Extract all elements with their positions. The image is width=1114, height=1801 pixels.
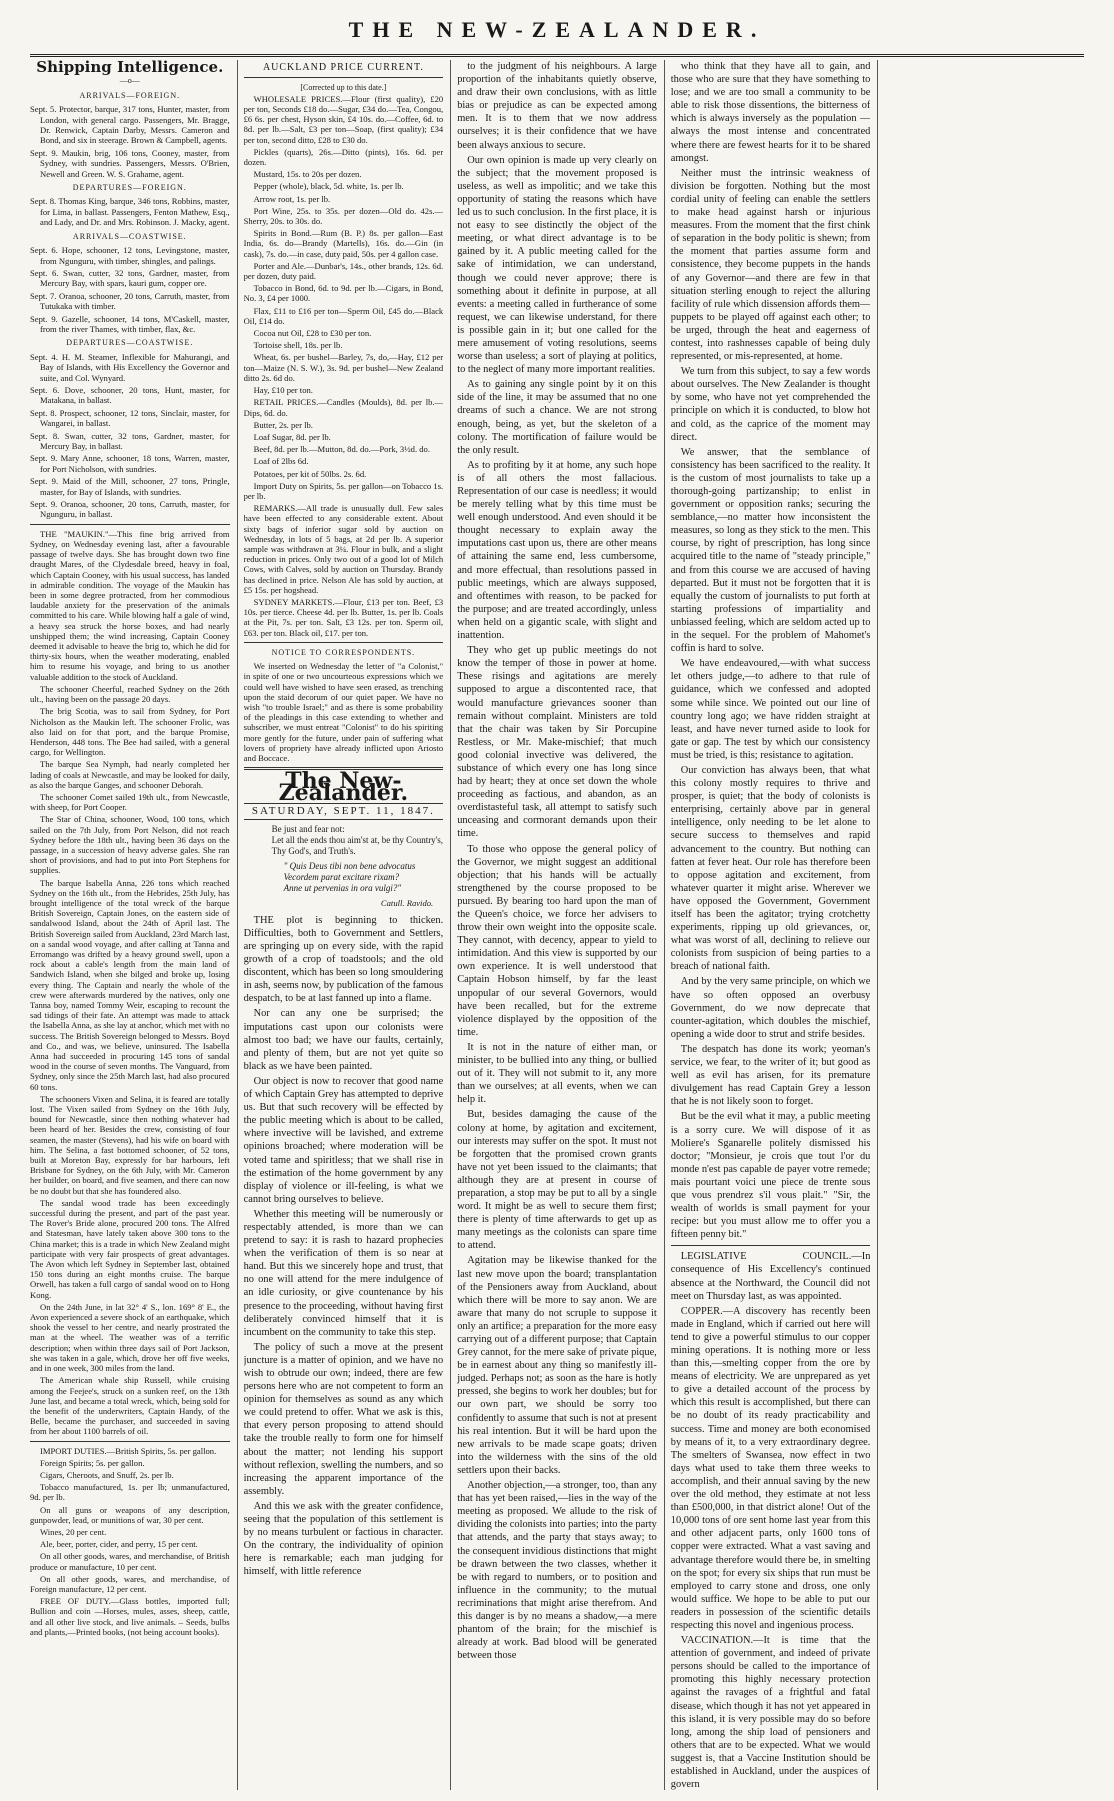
masthead <box>30 10 1084 57</box>
shipping-news-paragraph: The schooners Vixen and Selina, it is feared are totally lost. The Vixen sailed from Sydney on the 16th July, bound for Newcastle, since then nothing whatever had been heard of her. Besides the crew, consisting of four seamen, the master (Stevens), had his wife on board with him. The Selina, a fast bottomed schooner, of 52 tons, built at Moreton Bay, expressly for bar harbours, left Brisbane for Sydney, on the 6th July, with Mr. Cameron her builder, on board, and five seamen, and there can now be no doubt but that she has foundered also. <box>30 1093 230 1196</box>
latin-line: Vecordem parat excitare rixam? <box>283 872 400 883</box>
shipping-entry-list <box>30 104 230 179</box>
shipping-news-paragraph: THE "MAUKIN."—This fine brig arrived from Sydney, on Wednesday evening last, after a favourable passage of twelve days. She has brought down two fine draught Mares, of the Clydesdale breed, heavy in foal, which Captain Cooney, with his usual success, has landed in admirable condition. The voyage of the Maukin has been in some degree protracted, from her commodious laudable anxiety for the preservation of the animals committed to his care. While blowing half a gale of wind, a heavy sea struck the horse boxes, and had nearly unshipped them; the wind increasing, Captain Cooney deemed it advisable to heave the brig to, which he did for thirty-six hours, when the weather moderating, enabled him to resume his voyage, and bring to us another valuable addition to the stock of Auckland. <box>30 528 230 682</box>
corrected-note: [Corrected up to this date.] <box>300 83 387 93</box>
shipping-news-paragraph: The schooner Comet sailed 19th ult., from Newcastle, with sheep, for Port Cooper. <box>30 791 230 813</box>
latin-line: Anne ut pervenias in ora vulgi?" <box>283 883 402 894</box>
motto-line: Let all the ends thou aim'st at, be thy Country's, <box>271 835 444 846</box>
editorial-paragraph: to the judgment of his neighbours. A large proportion of the inhabitants quietly observe, and draw their own conclusions, with as little bias or prejudice as can be expected among men. It is to them that we now address ourselves; it is their confidence that we have been always anxious to secure. <box>457 61 657 151</box>
editorial-paragraph: We turn from this subject, to say a few words about ourselves. The New Zealander is thought by some, who have not yet comprehended the principle on which it is conducted, to blow hot and cold, as the caprice of the moment may direct. <box>670 366 871 443</box>
shipping-entry: Sept. 9. Mary Anne, schooner, 18 tons, Warren, master, for Port Nicholson, with sundries. <box>30 453 230 474</box>
shipping-entry: Sept. 8. Thomas King, barque, 346 tons, Robbins, master, for Lima, in ballast. Passengers, Fenton Mathew, Esq., and Lady, and Dr. and Mrs. Robinson. J. Macky, agent. <box>30 196 230 228</box>
editorial-paragraph: We have endeavoured,—with what success let others judge,—to adhere to that rule of guidance, which we confessed and adopted some while since. We pointed out our line of country long ago; we have ridden straight at least, and have never turned aside to look for gate or gap. The test by which our consistency must be tried, is this; resistance to agitation. <box>670 658 871 761</box>
duty-line: Wines, 20 per cent. <box>40 1526 107 1537</box>
editorial-paragraph-list <box>244 914 444 1579</box>
notice-text: We inserted on Wednesday the letter of "a Colonist," in spite of one or two uncourteous expressions which we could well have wished to have seen erased, as trenching upon the staid decorum of our quiet paper. We have no wish "to trouble Israel;" and as there is some probability of the pleadings in this case extending to whether and subscriber, we must entreat "Colonist" to do his spiriting more gently for the future, under pain of suffering what lovers of propriety have already inflicted upon Ariosto and Boccace. <box>243 661 444 763</box>
shipping-entry-list <box>30 352 230 520</box>
shipping-entry: Sept. 4. H. M. Steamer, Inflexible for Mahurangi, and Bay of Islands, with His Excellency the Governor and suite, and Col. Wynyard. <box>30 351 230 383</box>
shipping-entry: Sept. 9. Maid of the Mill, schooner, 27 tons, Pringle, master, for Bay of Islands, with sundries. <box>30 476 230 497</box>
duty-line: Foreign Spirits; 5s. per gallon. <box>40 1457 145 1468</box>
column-rule <box>237 60 238 1790</box>
duty-line-list <box>30 1458 230 1637</box>
motto <box>244 824 444 857</box>
paper-title: The New-Zealander. <box>278 768 409 806</box>
divider <box>671 1245 871 1246</box>
arrivals-foreign-heading: ARRIVALS—FOREIGN. <box>79 90 181 100</box>
column-prices-editorial <box>244 60 444 1790</box>
shipping-entry-list <box>30 245 230 334</box>
editorial-paragraph: who think that they have all to gain, and those who are sure that they have something to lose; and we are too small a community to be able to risk those dissentions, the bitterness of which is always inversely as the population —always the most intense and concentrated where there are fewest hearts for it to be shared amongst. <box>670 61 871 164</box>
price-paragraph: Mustard, 15s. to 20s per dozen. <box>253 169 362 180</box>
news-paragraph: VACCINATION.—It is time that the attention of government, and indeed of private persons should be called to the importance of promoting this highly necessary protection against the ravages of a frightful and fatal disease, which though it has not yet appeared in this island, it is very possible may do so before long, among the ship load of pensioners and others that are to be expected. What we would suggest is, that a Vaccine Institution should be established in Auckland, under the auspices of govern <box>670 1635 871 1790</box>
shipping-news-paragraph: The American whale ship Russell, while cruising among the Feejee's, struck on a sunken reef, on the 13th June last, and became a total wreck, which, being sold for the benefit of the underwriters, Captain Handy, of the Belle, became the purchaser, and succeeded in saving from her about 1100 barrels of oil. <box>30 1375 230 1437</box>
editorial-paragraph: Our object is now to recover that good name of which Captain Grey has attempted to deprive us. But that such recovery will be effected by the public meeting which is about to be called, where invective will be lavished, and extreme opinions broached; where moderation will be voted tame and spiritless; that we shall rise in the estimation of the home government by any display of violence or ill-feeling, is what we cannot bring ourselves to believe. <box>243 1075 444 1205</box>
shipping-news-paragraph: The sandal wood trade has been exceedingly successful during the present, and part of the past year. The Rover's Bride alone, procured 200 tons. The Alfred and Statesman, have lately taken above 300 tons to the China market; this is a trade in which New Zealand might participate with very fair prospects of great advantages. The Avon which left Sydney in September last, obtained 150 tons during an eight months cruise. The barque Orwell, has taken a full cargo of sandal wood on to Hong Kong. <box>30 1197 230 1300</box>
latin-source: Catull. Ravido. <box>380 898 434 909</box>
editorial-paragraph: And by the very same principle, on which we have so often opposed an overbusy Government, do we now deprecate that counter-agitation, which doubles the mischief, opening a wide door to strut and strife besides. <box>670 976 871 1040</box>
shipping-news-paragraph: The Star of China, schooner, Wood, 100 tons, which sailed on the 7th July, from Port Nelson, did not reach Sydney before the 18th ult., having been 36 days on the passage, in a succession of heavy adverse gales. She ran short of provisions, and had to put into Port Stephens for supplies. <box>30 814 230 876</box>
columns <box>30 60 1084 1790</box>
price-paragraph: Porter and Ale.—Dunbar's, 14s., other brands, 12s. 6d. per dozen, duty paid. <box>243 260 444 282</box>
import-duties-heading: IMPORT DUTIES.—British Spirits, 5s. per gallon. <box>40 1445 217 1456</box>
masthead-title: THE NEW-ZEALANDER. <box>348 17 766 42</box>
news-paragraph: COPPER.—A discovery has recently been made in England, which if carried out here will tend to give a powerful stimulus to our copper mining operations. It is nothing more or less than this,—smelting copper from the ore by means of electricity. We are unprepared as yet to give a detailed account of the process by which this result is accomplished, but there can be no doubt of its ready practicability and success. Time and money are both economised by means of it, to a very extraordinary degree. The smelters of Swansea, now effect in two days what used to take them three weeks to accomplish, and their annual saving by the new over the old method, they estimate at not less than £500,000, in that district alone! Out of the 10,000 tons of ore sent home last year from this and other adjacent parts, only 1600 tons of copper were extracted. What a vast saving and advantage therefore would there be, in smelting on the spot; for every six ships that run must be employed to carry stone and dross, one only would suffice. We hope to be able to put our readers in possession of the scientific details respecting this novel and ingenious process. <box>670 1305 871 1631</box>
editorial-paragraph-list <box>671 60 871 1241</box>
price-paragraph: WHOLESALE PRICES.—Flour (first quality), £20 per ton, Seconds £18 do.—Sugar, £34 do.—Tea, Congou, £6 6s. per chest, Hyson skin, £4 10s. do.—Coffee, 6d. to 8d. per lb.—Salt, £3 per ton—Soap, (first quality); £34 per ton, second ditto, £28 to £30 do. <box>243 93 444 145</box>
price-paragraph: RETAIL PRICES.—Candles (Moulds), 8d. per lb.—Dips, 6d. do. <box>243 397 444 418</box>
dateline: SATURDAY, SEPT. 11, 1847. <box>244 803 444 820</box>
latin-quote <box>244 861 444 894</box>
news-paragraph: LEGISLATIVE COUNCIL.—In consequence of His Excellency's continued absence at the Northward, the Council did not meet on Thursday last, as was appointed. <box>670 1251 871 1302</box>
price-paragraph: Hay, £10 per ton. <box>253 385 313 396</box>
editorial-paragraph-list <box>457 60 657 1662</box>
divider <box>30 1441 230 1442</box>
motto-line: Be just and fear not: <box>271 824 345 835</box>
shipping-entry: Sept. 8. Prospect, schooner, 12 tons, Sinclair, master, for Wangarei, in ballast. <box>30 407 230 429</box>
price-paragraph: Port Wine, 25s. to 35s. per dozen—Old do. 42s.—Sherry, 20s. to 30s. do. <box>243 205 444 227</box>
price-paragraph: Tobacco in Bond, 6d. to 9d. per lb.—Cigars, in Bond, No. 3, £4 per 1000. <box>243 283 444 304</box>
editorial-paragraph: We answer, that the semblance of consistency has been sacrificed to the reality. It is the custom of most journalists to take up a thorough-going partizanship; to enlist in government or opposition ranks; securing the semblance,—no matter how inconsistent the measures, so long as they stick to the men. This course, by right of prescription, has long since acquired title to the name of "steady principle," and from this course we are accused of having departed. But it must not be forgotten that it is equally the custom of journalists to put forth at starting professions of impartiality and unbiassed feeling, which are seldom acted up to in the sequel. For the problem of Mahomet's coffin is hard to solve. <box>670 446 871 655</box>
editorial-paragraph: Another objection,—a stronger, too, than any that has yet been raised,—lies in the way of the meeting as proposed. We allude to the risk of dividing the colonists into parties; into the party that attends, and the party that stays away; to the consequent invidious distinctions that might be drawn between the two classes, whether it be with regard to numbers, or to position and influence in the community; to the mutual recriminations that might arise therefrom. And this danger is by no means a shadow,—a mere phantom of the brain; for the mischief is already at work. Bad blood will be generated between those <box>457 1480 657 1662</box>
shipping-news-paragraph: The barque Isabella Anna, 226 tons which reached Sydney on the 16th ult., from the Hebrides, 25th July, has brought intelligence of the total wreck of the barque British Sovereign, Captain Jones, on the eastern side of sandalwood Island, about the 24th of April last. The British Sovereign sailed from Auckland, 23rd March last, on a sandal wood voyage, and after calling at Tanna and Erromango was drifted by a heavy ground swell, upon a rock about a cable's length from the main land of Sandwich Island, when she bilged and broke up, losing every thing. The Captain and nearly the whole of the crew were afterwards murdered by the natives, only one Tanna boy, named Tommy Weir, escaping to recount the sad tidings of their fate. An attempt was made to attack the Isabella Anna, as she lay at anchor, which met with no success. The British Sovereign belonged to Messrs. Boyd and Co., and was, we believe, uninsured. The Isabella Anna had succeeded in procuring 145 tons of sandal wood in the course of seven months. The Vanguard, from Sydney, only since the 25th March last, had also procured 60 tons. <box>30 877 230 1092</box>
price-paragraph: Butter, 2s. per lb. <box>253 419 313 430</box>
editorial-paragraph: To those who oppose the general policy of the Governor, we might suggest an additional objection; that his hands will be actually strengthened by the course proposed to be pursued. By bearing too hard upon the man of the Queen's choice, we force her advisers to throw their own weight into the opposite scale. They cannot, with decency, appear to yield to intimidation. And this view is supported by our own experience. It is well understood that Captain Hobson himself, by far the least unpopular of our several Governors, would have been recalled, but for the extreme violence displayed by the opposition of the time. <box>457 843 657 1038</box>
price-paragraph: Pickles (quarts), 26s.—Ditto (pints), 16s. 6d. per dozen. <box>243 146 444 168</box>
latin-line: " Quis Deus tibi non bene advocatus <box>283 861 416 872</box>
editorial-paragraph: It is not in the nature of either man, or minister, to be bullied into any thing, or bullied out of it. They will not submit to it, any more than we ourselves; at all events, when we can help it. <box>457 1041 657 1106</box>
shipping-news-paragraph: On the 24th June, in lat 32° 4' S., lon. 169° 8' E., the Avon experienced a severe shock of an earthquake, which shook the vessel to her centre, and nearly prostrated the man at the wheel. The weather was of a terrific description; when within three days sail of Port Jackson, she was taken in a gale, which, drove her off five weeks, and in one week, 300 miles from the land. <box>30 1301 230 1374</box>
duty-line: Tobacco manufactured, 1s. per lb; unmanufactured, 9d. per lb. <box>30 1482 230 1503</box>
price-paragraph: Pepper (whole), black, 5d. white, 1s. per lb. <box>253 181 404 192</box>
shipping-entry: Sept. 8. Swan, cutter, 32 tons, Gardner, master, for Mercury Bay, in ballast. <box>30 430 230 451</box>
editorial-paragraph: And this we ask with the greater confidence, seeing that the population of this settlement is by no means turbulent or factious in character. On the contrary, the individuality of opinion here is remarkable; each man judging for himself, with little reference <box>243 1500 444 1578</box>
editorial-paragraph: Whether this meeting will be numerously or respectably attended, is more than we can pretend to say: it is rash to hazard prophecies when the verification of them is so near at hand. But this we sincerely hope and trust, that no one will attend for the mere indulgence of an idle curiosity, or give countenance by his presence to the proceeding, without having first deliberately convinced himself that it is incumbent on the community to take this step. <box>243 1208 444 1338</box>
shipping-heading: Shipping Intelligence. <box>36 60 224 76</box>
news-paragraph-list <box>671 1250 871 1790</box>
price-current-heading: AUCKLAND PRICE CURRENT. <box>262 62 424 73</box>
price-paragraph: Loaf Sugar, 8d. per lb. <box>253 431 331 442</box>
price-paragraph: Flax, £11 to £16 per ton—Sperm Oil, £45 do.—Black Oil, £14 do. <box>243 305 444 326</box>
duty-line: Ale, beer, porter, cider, and perry, 15 per cent. <box>40 1539 198 1550</box>
price-paragraph: Loaf of 2lbs 6d. <box>253 456 309 467</box>
departures-coastwise-heading: DEPARTURES—COASTWISE. <box>66 338 194 348</box>
shipping-news-paragraph-list <box>30 529 230 1437</box>
shipping-entry: Sept. 5. Protector, barque, 317 tons, Hunter, master, from London, with general cargo. Passengers, Mr. Bragge, Dr. Renwick, Captain Darby, Messrs. Cameron and Bond, and six in steerage. Brown & Campbell, agents. <box>30 104 230 146</box>
column-rule <box>877 60 878 1790</box>
column-rule <box>450 60 451 1790</box>
duty-line: Cigars, Cheroots, and Snuff, 2s. per lb. <box>40 1469 174 1480</box>
price-paragraph: Cocoa nut Oil, £28 to £30 per ton. <box>253 328 372 339</box>
editorial-paragraph: Agitation may be likewise thanked for the last new move upon the board; transplantation of the Pensioners away from Auckland, about which there will be more to say anon. We are aware that many do not scruple to suppose it only an artifice; a preparation for the more easy carrying out of a different purpose; that Captain Grey cannot, for the mere sake of private pique, be in earnest about any thing so manifestly ill-judged. Perhaps not; as soon as the hare is hotly pressed, she begins to work her doubles; but for our own part, we should be sorry too confidently to assume that such is not at present his real intention. But it will be hard upon the new arrivals to be made scape goats; driven into the wilderness with the sins of the old settlers upon their backs. <box>457 1255 657 1476</box>
shipping-entry: Sept. 9. Maukin, brig, 106 tons, Cooney, master, from Sydney, with sundries. Passengers, Messrs. O'Brien, Newell and Green. W. S. Grahame, agent. <box>30 147 230 179</box>
editorial-paragraph: But be the evil what it may, a public meeting is a sorry cure. We will dispose of it as Moliere's Sganarelle politely dismissed his doctor; "Monsieur, je crois que tout l'or du monde n'est pas capable de payer votre remede; mais pourtant voici une piece de trente sous que vous prendrez s'il vous plait." "Sir, the wealth of worlds is small payment for your recipe: but you must allow me to offer you a fifteen penny bit." <box>670 1111 871 1241</box>
editorial-paragraph: Our own opinion is made up very clearly on the subject; that the movement proposed is useless, as well as impolitic; and we take this opportunity of stating the reasons which have led us to such conclusion. In the first place, it is not easy to see distinctly the object of the meeting, or what direct advantage is to be gained by it. A public meeting called for the sake of intimidation, we can understand, though we could never approve; there is something about it definite in purpose, at all events: a meeting called in furtherance of some request, we can likewise understand, for there is possible gain in it; but one called for the mere amusement of voting resolutions, seems worse than useless; a sort of playing at politics, to the neglect of many more important realities. <box>457 154 657 376</box>
editorial-paragraph: Neither must the intrinsic weakness of division be forgotten. Nothing but the most cordial unity of feeling can enable the settlers to make head against harsh or injurious measures. From the moment that the first chink of separation in the body politic is shewn; from the moment that parties assume form and consistence, they become puppets in the hands of any Governor—and there are few in that situation sterling enough to reject the alluring facility of rule which dissension affords them—puppets to be played off against each other; to be urged, through the heat and eagerness of contest, into rashnesses capable of being duly represented, or mis-represented, at home. <box>670 167 871 363</box>
shipping-entry: Sept. 9. Gazelle, schooner, 14 tons, M'Caskell, master, from the river Thames, with timber, flax, &c. <box>30 313 230 334</box>
price-paragraph: Import Duty on Spirits, 5s. per gallon—on Tobacco 1s. per lb. <box>243 480 444 501</box>
price-paragraph: SYDNEY MARKETS.—Flour, £13 per ton. Beef, £3 10s. per tierce. Cheese 4d. per lb. Butter, 1s. per lb. Coals at the Pit, 7s. per ton. Salt, £3 12s. per ton. Sperm oil, £63. per ton. Black oil, £17. per ton. <box>243 596 444 638</box>
editorial-paragraph: Nor can any one be surprised; the imputations cast upon our colonists were almost too bad; we have our faults, certainly, and plenty of them, but are not yet quite so black as we have been painted. <box>243 1008 444 1072</box>
editorial-paragraph: They who get up public meetings do not know the temper of those in power at home. These risings and agitations are merely supposed to argue a discontented race, that would manufacture grievances sooner than remain without complaint. Ministers are told that the chair was taken by Sir Porcupine Restless, or Mr. Make-mischief; that much good colonial invective was delivered, the substance of which every one has long since had by heart; they at once set down the whole proceeding as factious, and abandon, as an overdistasteful task, all attempt to satisfy such unceasing and cormorant demands upon their time. <box>457 645 657 840</box>
editorial-paragraph: The despatch has done its work; yeoman's service, we fear, to the writer of it; but good as well as evil has arisen, for its premature divulgement has read Captain Grey a lesson that he is not likely soon to forget. <box>670 1043 871 1108</box>
price-paragraph: REMARKS.—All trade is unusually dull. Few sales have been effected to any considerable extent. About sixty bags of inferior sugar sold by auction on Wednesday, in lots of 5 bags, at 2d per lb. A superior sample was withdrawn at 3¼. Flour in bulk, and a slight reduction in prices. Only two out of a good lot of Milch Cows, with Calves, sold by auction on Thursday. Brandy has declined in price. Nelson Ale has sold by auction, at £5 15s. per hogshead. <box>243 503 444 595</box>
column-editorial-end <box>671 60 871 1790</box>
shipping-news-paragraph: The barque Sea Nymph, had nearly completed her lading of coals at Newcastle, and may be looked for daily, as also the barque Ganges, and schooner Deborah. <box>30 759 230 790</box>
editorial-paragraph: As to gaining any single point by it on this side of the line, it may be assumed that no one dreams of such a chance. We are not strong enough, being, as yet, but the skeleton of a colony. The mortification of failure would be the only result. <box>457 379 657 456</box>
column-right <box>884 60 1084 1790</box>
arrivals-coastwise-heading: ARRIVALS—COASTWISE. <box>72 231 187 241</box>
column-shipping <box>30 60 230 1790</box>
shipping-news-paragraph: The schooner Cheerful, reached Sydney on the 26th ult., having been on the passage 20 days. <box>30 683 230 705</box>
notice-heading: NOTICE TO CORRESPONDENTS. <box>271 647 416 657</box>
price-paragraph-list <box>244 94 444 638</box>
motto-line: Thy God's, and Truth's. <box>271 846 356 857</box>
shipping-entry: Sept. 6. Swan, cutter, 32 tons, Gardner, master, from Mercury Bay, with spars, kauri gum, copper ore. <box>30 267 230 289</box>
divider <box>244 642 444 643</box>
column-rule <box>664 60 665 1790</box>
price-paragraph: Wheat, 6s. per bushel—Barley, 7s, do,—Hay, £12 per ton—Maize (N. S. W.), 3s. 9d. per bushel—New Zealand ditto 2s. 6d do. <box>243 352 444 383</box>
editorial-paragraph: THE plot is beginning to thicken. Difficulties, both to Government and Settlers, are springing up on every side, with the rapid growth of a crop of toadstools; and the old discontent, which has been so long smouldering in ash, seems now, by publication of the famous despatch, to be at last fanned up into a flame. <box>243 914 444 1005</box>
price-paragraph: Arrow root, 1s. per lb. <box>253 193 331 204</box>
divider <box>244 77 444 78</box>
price-paragraph: Tortoise shell, 18s. per lb. <box>253 340 343 351</box>
shipping-entry: Sept. 7. Oranoa, schooner, 20 tons, Carruth, master, from Tutukaka with timber. <box>30 290 230 312</box>
duty-line: FREE OF DUTY.—Glass bottles, imported full; Bullion and coin —Horses, mules, asses, sheep, cattle, and all other live stock, and live animals. – Seeds, bulbs and plants,—Printed books, (not being account books). <box>30 1596 230 1637</box>
dash-ornament: —o— <box>119 76 140 86</box>
price-paragraph: Spirits in Bond.—Rum (B. P.) 8s. per gallon—East India, 6s. do—Brandy (Martells), 16s. do.—Gin (in cask), 7s. do.—in case, duty paid, 50s. per 4 gallon case. <box>243 228 444 259</box>
editorial-paragraph: Our conviction has always been, that what this colony mostly requires to thrive and prosper, is quiet; that the body of colonists is enterprising, certainly above par in general intelligence, only needing to be let alone to secure success to themselves and rapid advancement to the country. But nothing can fatten at fever heat. Our role has therefore been to oppose agitation and excitement, from whatever quarter it might arise. Wherever we have opposed the Government, Government itself has been the agitator; trying crotchetty experiments, ripping up old grievances, or, what was worst of all, declining to relieve our colonists from suspicion of being parties to a breach of national faith. <box>670 764 871 973</box>
duty-line: On all guns or weapons of any description, gunpowder, lead, or munitions of war, 30 per cent. <box>30 1504 230 1525</box>
departures-foreign-heading: DEPARTURES—FOREIGN. <box>72 183 187 193</box>
shipping-entry: Sept. 6. Dove, schooner, 20 tons, Hunt, master, for Matakana, in ballast. <box>30 384 230 406</box>
editorial-paragraph: As to profiting by it at home, any such hope is of all others the most fallacious. Representation of our case is needless; it would be merely telling what by this time must be well enough understood. And even should it be thought necessary to explain away the imputations cast upon us, there are other means of attaining the same end, less cumbersome, and more effectual, than resolutions passed in public meetings, which are always supposed, and oftentimes with reason, to be packed for the purpose; and are treated accordingly, unless when held on a gigantic scale, with slight and inattention. <box>457 459 657 642</box>
shipping-entry: Sept. 9. Oranoa, schooner, 20 tons, Carruth, master, for Ngunguru, in ballast. <box>30 499 230 520</box>
editorial-paragraph: But, besides damaging the cause of the colony at home, by agitation and excitement, our interests may suffer on the spot. It must not be forgotten that the promised crown grants have not yet been issued to the claimants; that although they are at present in course of preparation, a stop may be put to all by a single word. It might be as well to secure them first; there is plenty of time afterwards to get up as many meetings as the colonists can spare time to attend. <box>457 1109 657 1252</box>
duty-line: On all other goods, wares, and merchandise, of British produce or manufacture, 10 per cent. <box>30 1551 230 1572</box>
duty-line: On all other goods, wares, and merchandise, of Foreign manufacture, 12 per cent. <box>30 1573 230 1594</box>
price-paragraph: Beef, 8d. per lb.—Mutton, 8d. do.—Pork, 3½d. do. <box>253 444 430 455</box>
price-paragraph: Potatoes, per kit of 50lbs. 2s. 6d. <box>253 468 367 479</box>
column-editorial-cont <box>457 60 657 1790</box>
shipping-news-paragraph: The brig Scotia, was to sail from Sydney, for Port Nicholson as the Maukin left. The schooner Frolic, was also laid on for that port, and the barque Promise, Henderson, 448 tons. The Bee had sailed, with a general cargo, for Wellington. <box>30 706 230 758</box>
shipping-entry-list <box>30 196 230 227</box>
divider <box>30 524 230 525</box>
shipping-entry: Sept. 6. Hope, schooner, 12 tons, Levingstone, master, from Ngunguru, with timber, shingles, and palings. <box>30 245 230 266</box>
editorial-paragraph: The policy of such a move at the present juncture is a matter of opinion, and we have no wish to obtrude our own; indeed, there are few persons here who are not competent to form an opinion for themselves as sound as any which we could pretend to offer. What we ask is this, that every person proposing to attend should take the trouble really to form one for himself about the matter; not lending his support without reflexion, swelling the numbers, and so increasing the apparent importance of the assembly. <box>243 1341 444 1497</box>
